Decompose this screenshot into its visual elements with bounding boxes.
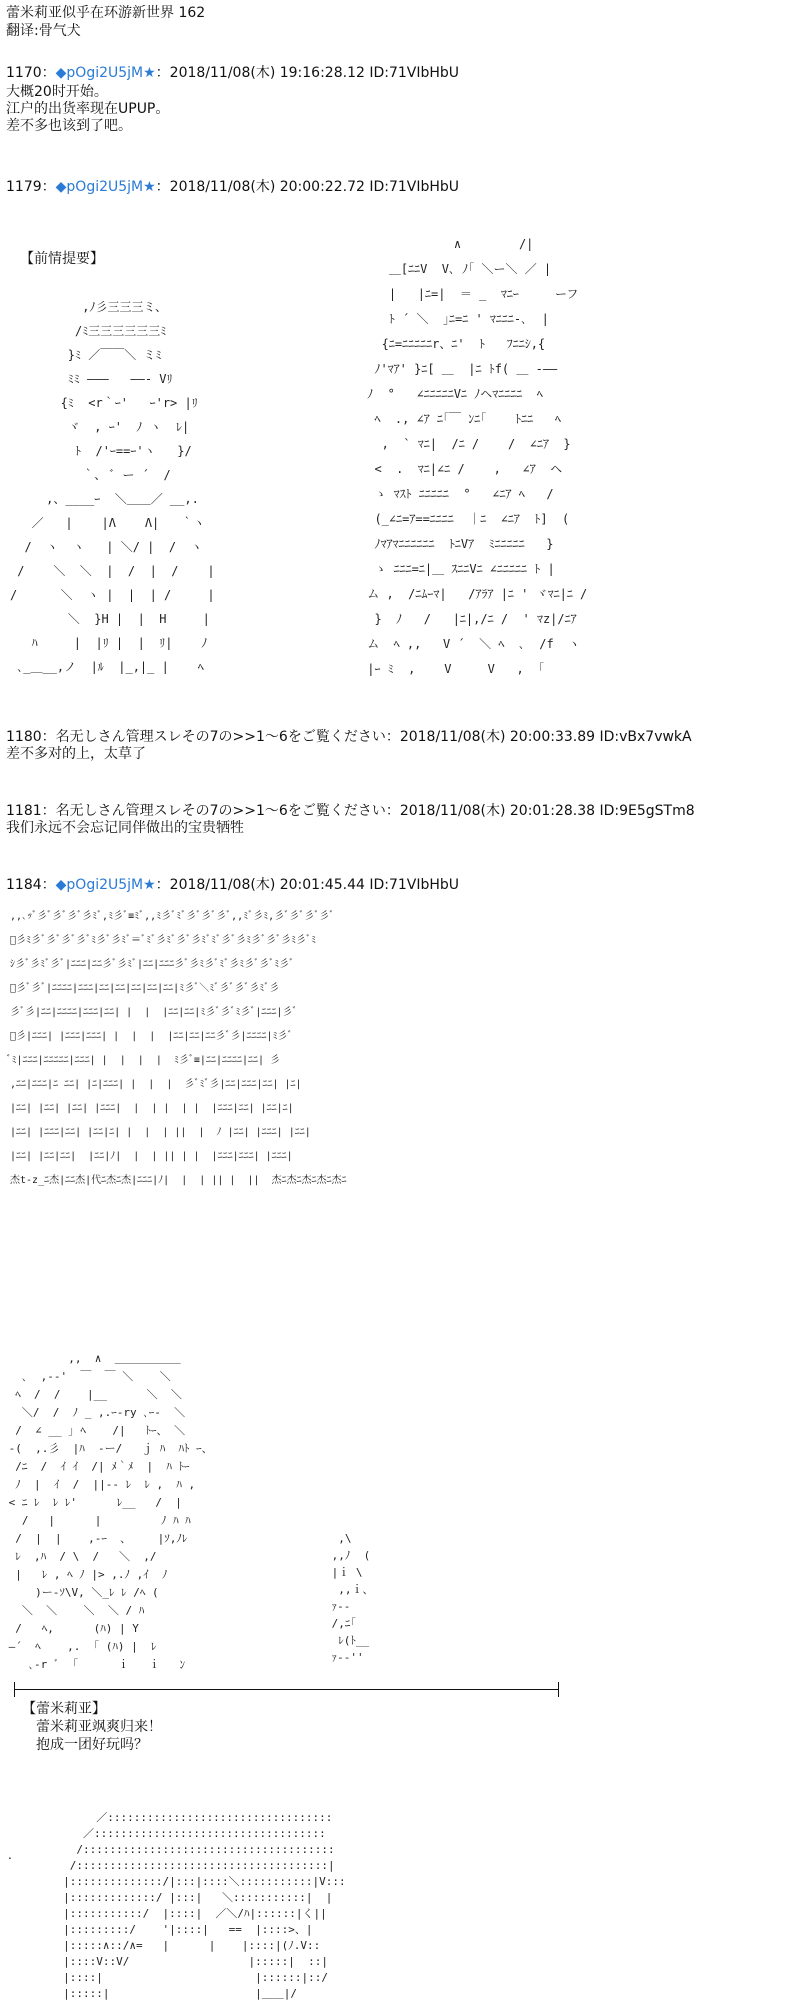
page-title: 蕾米莉亚似乎在环游新世界 162: [6, 5, 206, 21]
post-date: ：2018/11/08(木) 20:01:45.44 ID:71VIbHbU: [155, 877, 460, 893]
post-header-1180: [6, 728, 692, 746]
crowd-ascii-art: ∧ /| ＿[ﾆﾆV V､ ﾉ｢ ＼ー＼ ／ | | |ﾆ=| ＝ _ ﾏﾆｰ ーフ ﾄ ´ ＼ ｣ﾆ=ﾆ ' ﾏﾆﾆﾆ-､ | {ﾆ=ﾆﾆﾆﾆﾆr、ﾆ' ﾄ ﾌﾆﾆｼ,{ ﾉ'ﾏｱ' }ﾆ[ ＿ |ﾆ ﾄf( ＿ -―― ﾉ ° ∠ﾆﾆﾆﾆﾆVﾆ ﾉヘﾏﾆﾆﾆﾆ ﾍ ﾍ ., ∠ｱ ﾆ｢￣ ﾝﾆ｢ ﾄﾆﾆ ﾍ , ` ﾏﾆ| /ﾆ / / ∠ﾆｱ } < . ﾏﾆ|∠ﾆ / , ∠ｱ ヘ ゝ ﾏｽﾄ ﾆﾆﾆﾆﾆ ° ∠ﾆｱ ﾍ / (_∠ﾆ=ｱ==ﾆﾆﾆﾆ ｜ﾆ ∠ﾆｱ ﾄ] ( ﾉﾏｱﾏﾆﾆﾆﾆﾆﾆ ﾄﾆVｱ ﾐﾆﾆﾆﾆﾆ } ゝ ﾆﾆﾆ=ﾆ|＿ ｽﾆﾆVﾆ ∠ﾆﾆﾆﾆﾆ ﾄ | ム , /ﾆﾑｰﾏ| /ｱﾗｱ |ﾆ ' ヾﾏﾆ|ﾆ / } ﾉ / |ﾆ|,/ﾆ / ' ﾏz|/ﾆｱ ム ﾍ ,, V ´ ＼ ﾍ ､ /f ヽ |ｰ ﾐ , V V , ｢: [367, 237, 588, 676]
speech-text: [36, 1718, 162, 1754]
tail-ascii-art: ,\ ,,ﾉ ( |ｉ \ ,,ｉ、 ｧ-- /,ﾆ｢ ﾚ(ﾄ__ ｧ-‐'': [331, 1532, 374, 1664]
post-line: 江户的出货率现在UPUP。: [6, 101, 170, 117]
post-line: 大概20时开始。: [6, 84, 108, 100]
post-number: 1180: [6, 729, 42, 745]
speaker-label: 【蕾米莉亚】: [22, 1701, 106, 1717]
post-separator: ：: [41, 729, 56, 745]
post-body-1170: [6, 84, 169, 135]
post-header-1179: [6, 178, 459, 196]
remilia-ascii-art: ,, ∧ ＿＿＿＿＿＿ ､ ,-‐' ￣ ￣ ＼ ＼ ﾍ / / |__ ＼ ＼ ＼/ / ﾉ _ ,.ｰ-ry ､ｰ- ＼ / ∠ __ ｣ ﾍ /| ﾄｰ、 ＼ ‐( ,.彡 |ﾊ ‐ー/ ｊ ﾊ ﾊﾄ ｰ、 /ﾆ / ｲ ｲ /| ﾒ｀ﾒ | ﾊ ﾄｰ ﾉ | ｲ / ||-‐ ﾚ ﾚ , ﾊ , < ﾆ ﾚ ﾚ ﾚ' ﾚ__ / | / | | ﾉ ﾊ ﾊ / | | ,-ｰ 、 |ｿ,ﾉﾚ ﾚ ,ﾊ / \ / ＼ ,/ | ﾚ , ﾍ ﾉ |> ,.ﾉ ,ｲ ﾉ )ー‐ｿ\V, ＼_ﾚ ﾚ /ﾍ ( ＼ ＼ ＼ ＼ / ﾊ / ﾍ, (ﾊ) | Y ―´ ﾍ ,. ｢ (ﾊ) | ﾚ ､-r ﾞ ｢ ｉ ｉ ﾝ: [8, 1352, 213, 1671]
post-separator: ：: [41, 65, 56, 81]
speech-line: 抱成一团好玩吗？: [36, 1737, 148, 1753]
poster-trip[interactable]: ◆pOgi2U5jM★: [55, 877, 156, 893]
post-number: 1179: [6, 179, 42, 195]
post-line: 差不多对的上，太草了: [6, 746, 146, 762]
door-ascii-art: ／:::::::::::::::::::::::::::::::::: ／::::::::::::::::::::::::::::::::::: /:::::::::::::::::::::::::::::::::::::: /::::::::::::::::::::::::::::::::::::::| |::::::::::::::/|:::|::::＼:::::::::::|V::: |:::::::::::::/ |:::| ＼:::::::::::| | |:::::::::::/ |::::| ／＼/ﾊ|::::::|く|| |:::::::::/ '|::::| == |::::>、| |:::::∧::/∧= | | |::::|(ﾉ.V:: |::::V::V/ |:::::| ::| |::::| |::::::|::/ |:::::| |＿＿|/: [63, 1811, 346, 2000]
speech-line: 蕾米莉亚飒爽归来！: [36, 1719, 162, 1735]
post-number: 1170: [6, 65, 42, 81]
divider-cap-left: [14, 1682, 15, 1697]
post-line: 差不多也该到了吧。: [6, 118, 132, 134]
post-date: ：2018/11/08(木) 19:16:28.12 ID:71VIbHbU: [155, 65, 460, 81]
poster-trip[interactable]: ◆pOgi2U5jM★: [55, 65, 156, 81]
post-line: 我们永远不会忘记同伴做出的宝贵牺牲: [6, 820, 244, 836]
divider-cap-right: [558, 1682, 559, 1697]
stray-dot: .: [8, 1848, 12, 1862]
poster-name[interactable]: 名无しさん管理スレその7の>>1～6をご覧ください: [55, 803, 386, 819]
post-number: 1184: [6, 877, 42, 893]
post-separator: ：: [41, 803, 56, 819]
poster-trip[interactable]: ◆pOgi2U5jM★: [55, 179, 156, 195]
recap-label: 【前情提要】: [20, 251, 104, 267]
post-header-1181: [6, 802, 695, 820]
blanket-pile-ascii-art: ,,､ｯﾞ彡ﾞ彡ﾞ彡ﾞ彡ﾐﾞ,ﾐ彡ﾞ≡ﾐﾞ,,ﾐ彡ﾞﾐﾞ彡ﾞ彡ﾞ彡ﾞ,,ﾐﾞ彡ﾐ,彡ﾞ彡ﾞ彡ﾞ彡ﾞ ﾞ彡ﾐ彡ﾞ彡ﾞ彡ﾞ彡ﾞﾐ彡ﾞ彡ﾐﾞ≡ﾞﾐﾞ彡ﾐﾞ彡ﾞ彡ﾐﾞﾐﾞ彡ﾞ彡ﾐ彡ﾞ彡ﾞ彡ﾐ彡ﾞﾐ ｼ彡ﾞ彡ﾐﾞ彡ﾞ|ﾆﾆﾆ|ﾆﾆ彡ﾞ彡ﾐﾞ|ﾆﾆ|ﾆﾆﾆ彡ﾞ彡ﾐ彡ﾞﾐﾞ彡ﾐ彡ﾞ彡ﾞﾐ彡ﾞ ﾞ彡ﾞ彡ﾞ|ﾆﾆﾆﾆ|ﾆﾆﾆ|ﾆﾆ|ﾆﾆ|ﾆﾆ|ﾆﾆ|ﾆﾆ|ﾐ彡ﾞ＼ﾐﾞ彡ﾞ彡ﾞ彡ﾐﾞ彡 彡ﾞ彡|ﾆﾆ|ﾆﾆﾆﾆ|ﾆﾆﾆ|ﾆﾆ| | | |ﾆﾆ|ﾆﾆ|ﾐ彡ﾞ彡ﾞﾐ彡ﾞ|ﾆﾆﾆ|彡ﾞ ﾞ彡|ﾆﾆﾆ| |ﾆﾆﾆ|ﾆﾆﾆ| | | | |ﾆﾆ|ﾆﾆ|ﾆﾆ彡ﾞ彡|ﾆﾆﾆﾆ|ﾐ彡ﾞ ﾞﾐ|ﾆﾆﾆ|ﾆﾆﾆﾆﾆ|ﾆﾆﾆ| | | | | ﾐ彡ﾞ≡|ﾆﾆ|ﾆﾆﾆﾆ|ﾆﾆ| 彡 ,ﾆﾆ|ﾆﾆﾆ|ﾆ ﾆﾆ| |ﾆ|ﾆﾆﾆ| | | | 彡ﾞﾐﾞ彡|ﾆﾆ|ﾆﾆﾆ|ﾆﾆ| |ﾆ| |ﾆﾆ| |ﾆﾆ| |ﾆﾆ| |ﾆﾆﾆ| | | | | | |ﾆﾆﾆ|ﾆﾆ| |ﾆﾆ|ﾆ| |ﾆﾆ| |ﾆﾆﾆ|ﾆﾆ| |ﾆﾆ|ﾆ| | | | || | ﾉ |ﾆﾆ| |ﾆﾆﾆ| |ﾆﾆ| |ﾆﾆ| |ﾆﾆ|ﾆﾆ| |ﾆﾆ|ﾉ| | | || | | |ﾆﾆﾆ|ﾆﾆﾆ| |ﾆﾆﾆ| 杰t-z_ﾆ杰|ﾆﾆ杰|代ﾆ杰ﾆ杰|ﾆﾆﾆ|ﾉ| | | || | || 杰ﾆ杰ﾆ杰ﾆ杰ﾆ杰ﾆ: [4, 911, 347, 1186]
face-ascii-art: ,ﾉ彡三三三ミ、 /ﾐ三三三三三三ﾐ }ﾐ ／￣￣＼ ミﾐ ﾐﾐ ――― ――- Vﾘ {ﾐ <r｀ｰ' ｰ'r> |ﾘ ヾ , ｰ' ﾉ ヽ ﾚ| ﾄ /'ｰ==ｰ'ヽ }/ ｀、 ﾞ ー ´ / ,、____ｰ ＼＿＿／ __,. ／ | |Λ Λ| ｀ヽ / ヽ ヽ | ＼/ | / ヽ / ＼ ＼ | / | / | / ＼ ヽ | | | / | ＼ }H | | H | ﾊ | |ﾘ | | ﾘ| ﾉ ､_＿__,ノ |ﾙ |_,|_ | ﾍ: [10, 300, 215, 674]
post-separator: ：: [41, 179, 56, 195]
post-number: 1181: [6, 803, 42, 819]
post-date: ：2018/11/08(木) 20:00:33.89 ID:vBx7vwkA: [385, 729, 692, 745]
poster-name[interactable]: 名无しさん管理スレその7の>>1～6をご覧ください: [55, 729, 386, 745]
translator-credit: 翻译:骨气犬: [6, 23, 81, 39]
post-body-1181: [6, 820, 244, 837]
post-header-1184: [6, 876, 459, 894]
post-separator: ：: [41, 877, 56, 893]
divider-line: [14, 1689, 559, 1690]
post-header-1170: [6, 64, 459, 82]
post-date: ：2018/11/08(木) 20:01:28.38 ID:9E5gSTm8: [385, 803, 695, 819]
post-date: ：2018/11/08(木) 20:00:22.72 ID:71VIbHbU: [155, 179, 460, 195]
post-body-1180: [6, 746, 146, 763]
